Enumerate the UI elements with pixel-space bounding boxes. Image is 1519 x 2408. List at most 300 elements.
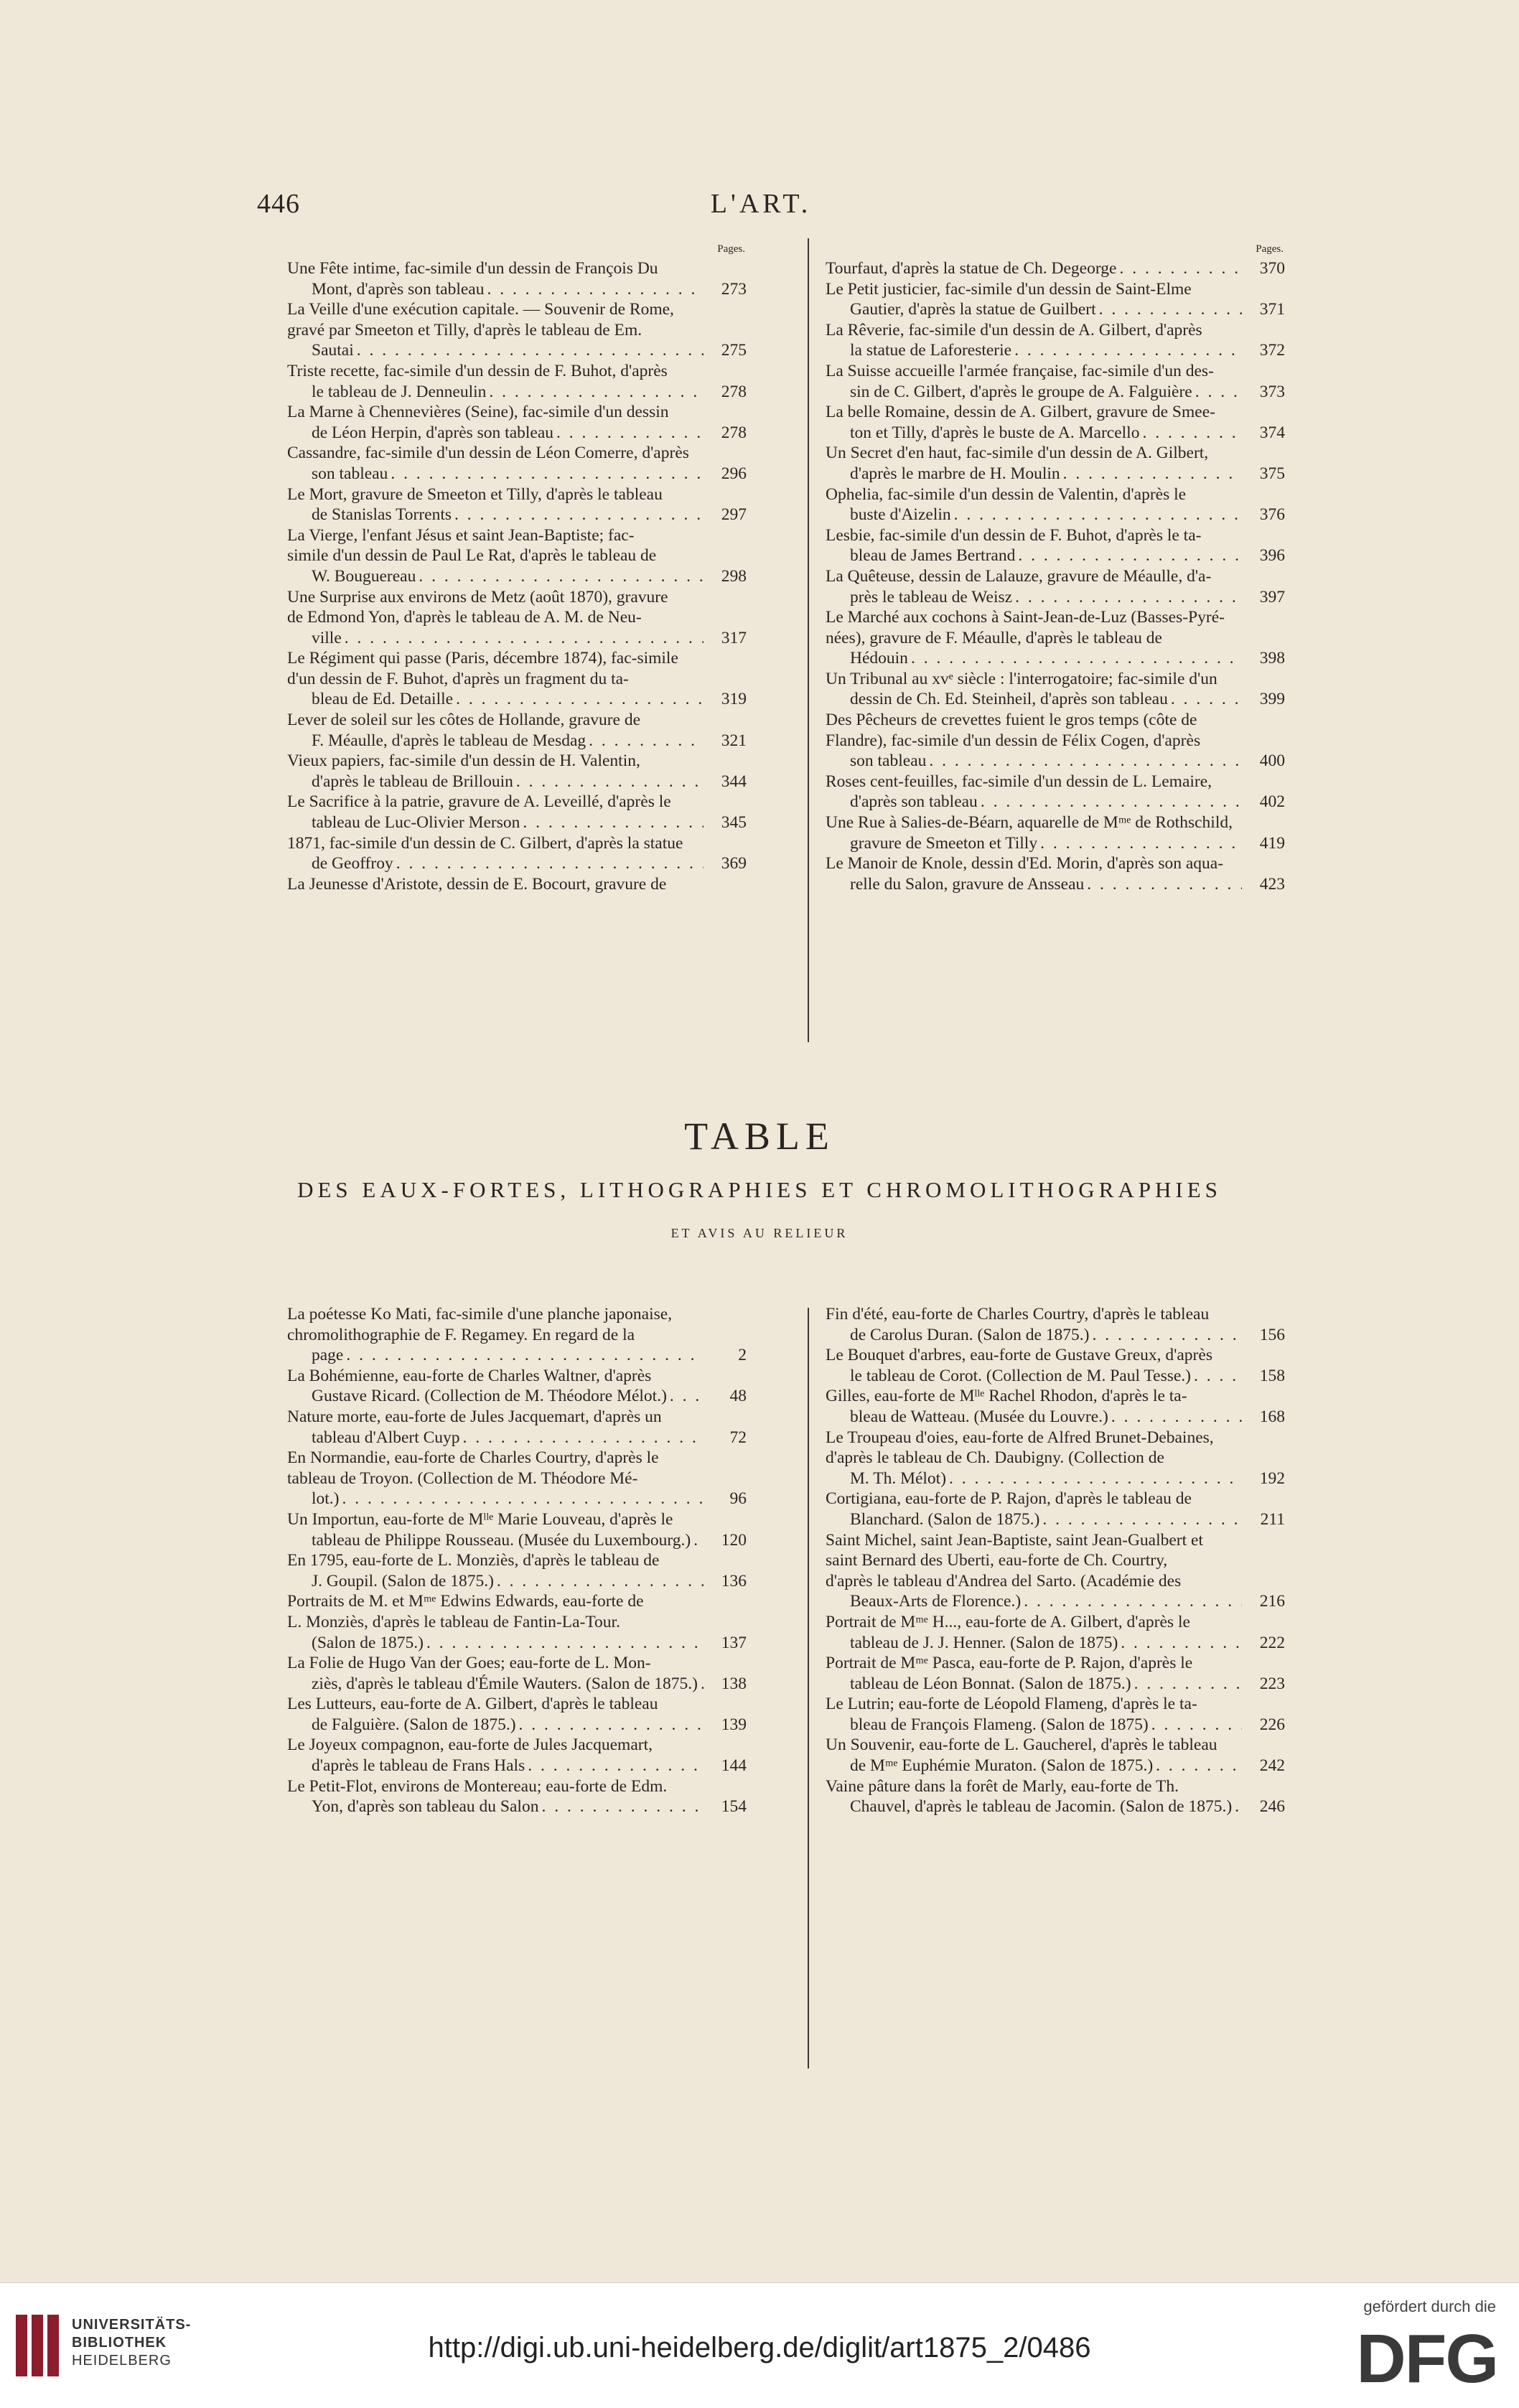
dot-leader [541, 1796, 704, 1817]
page-ref: 398 [1259, 649, 1285, 668]
page-ref: 216 [1259, 1592, 1285, 1611]
entry-line: Un Tribunal au xvᵉ siècle : l'interrogatoire; fac-simile d'un [826, 669, 1217, 688]
page-number: 446 [257, 189, 300, 219]
entry-line: Vieux papiers, fac-simile d'un dessin de H. Valentin, [287, 751, 640, 771]
dot-leader [1018, 545, 1242, 566]
entry-text: tableau de Philippe Rousseau. (Musée du Luxembourg.) [312, 1530, 691, 1550]
entry-last-line [826, 833, 1285, 854]
entry-last-line [287, 1428, 747, 1448]
entry-line: Cassandre, fac-simile d'un dessin de Léon Comerre, d'après [287, 444, 689, 463]
entry-last-line [287, 812, 747, 833]
entry-last-line [826, 505, 1285, 525]
dot-leader [693, 1530, 704, 1551]
entry-text: Gautier, d'après la statue de Guilbert [850, 300, 1096, 319]
footer-bar [0, 2282, 1519, 2408]
entry-text: bleau de Ed. Detaille [312, 690, 454, 709]
entry-line: Cortigiana, eau-forte de P. Rajon, d'après le tableau de [826, 1489, 1192, 1509]
index-entry [287, 648, 747, 710]
entry-last-line [287, 382, 747, 403]
page-ref: 156 [1259, 1325, 1285, 1344]
entry-line: Les Lutteurs, eau-forte de A. Gilbert, d'après le tableau [287, 1695, 658, 1714]
entry-line: chromolithographie de F. Regamey. En regard de la [287, 1325, 635, 1344]
dot-leader [1093, 1325, 1243, 1346]
entry-last-line [287, 505, 747, 525]
index-entry [826, 443, 1285, 484]
page-ref: 168 [1259, 1407, 1285, 1426]
entry-line: Gilles, eau-forte de Mˡˡᵉ Rachel Rhodon, d'après le ta- [826, 1387, 1187, 1406]
dot-leader [1195, 382, 1242, 403]
index-entry [287, 1591, 747, 1653]
dot-leader [497, 1571, 704, 1592]
entry-line: La poétesse Ko Mati, fac-simile d'une planche japonaise, [287, 1305, 673, 1324]
entry-line: La Jeunesse d'Aristote, dessin de E. Bocourt, gravure de [287, 874, 667, 894]
dot-leader [1087, 874, 1242, 895]
page-ref: 138 [721, 1674, 747, 1693]
entry-text: dessin de Ch. Ed. Steinheil, d'après son tableau [850, 690, 1168, 709]
entry-last-line [826, 464, 1285, 484]
index-entry [826, 1694, 1285, 1735]
index-entry [826, 361, 1285, 402]
entry-line: La Rêverie, fac-simile d'un dessin de A. Gilbert, d'après [826, 320, 1202, 339]
index-entry [826, 484, 1285, 525]
dot-leader [556, 423, 704, 444]
index-entry [287, 587, 747, 649]
index-entry [826, 1386, 1285, 1427]
entry-text: bleau de James Bertrand [850, 546, 1016, 566]
page-ref: 242 [1259, 1756, 1285, 1776]
table-title: TABLE [684, 1115, 835, 1158]
entry-line: Le Bouquet d'arbres, eau-forte de Gustave Greux, d'après [826, 1346, 1212, 1365]
entry-line: Le Petit justicier, fac-simile d'un dessin de Saint-Elme [826, 279, 1192, 299]
entry-text: de Geoffroy [312, 854, 393, 873]
dot-leader [489, 382, 704, 403]
entry-last-line [826, 545, 1285, 566]
entry-line: Saint Michel, saint Jean-Baptiste, saint Jean-Gualbert et [826, 1530, 1203, 1550]
entry-last-line [287, 340, 747, 361]
entry-last-line [287, 689, 747, 710]
page-header [237, 188, 1285, 231]
index-entry [826, 1612, 1285, 1653]
entry-line: nées), gravure de F. Méaulle, d'après le tableau de [826, 628, 1162, 647]
index-entry [287, 1366, 747, 1407]
index-entry [287, 1735, 747, 1776]
dot-leader [1142, 423, 1242, 444]
entry-line: Lesbie, fac-simile d'un dessin de F. Buhot, d'après le ta- [826, 525, 1202, 545]
entry-line: saint Bernard des Uberti, eau-forte de Ch. Courtry, [826, 1551, 1168, 1570]
dot-leader [1156, 1756, 1242, 1776]
entry-last-line [826, 792, 1285, 812]
entry-text: Beaux-Arts de Florence.) [850, 1592, 1022, 1611]
entry-last-line [826, 648, 1285, 669]
entry-line: Une Surprise aux environs de Metz (août 1870), gravure [287, 587, 668, 606]
page-ref: 397 [1259, 587, 1285, 606]
entry-last-line [287, 423, 747, 444]
entry-line: Le Marché aux cochons à Saint-Jean-de-Luz (Basses-Pyré- [826, 608, 1225, 627]
entry-text: près le tableau de Weisz [850, 587, 1013, 606]
entry-last-line [287, 853, 747, 874]
entry-text: tableau d'Albert Cuyp [312, 1428, 460, 1447]
dot-leader [1099, 299, 1242, 320]
entry-last-line [826, 299, 1285, 320]
page-ref: 371 [1259, 300, 1285, 319]
index-entry [826, 525, 1285, 566]
page-ref: 223 [1259, 1674, 1285, 1693]
index-entry [287, 710, 747, 751]
entry-text: Blanchard. (Salon de 1875.) [850, 1509, 1040, 1529]
entry-text: Hédouin [850, 649, 908, 668]
entry-line: L. Monziès, d'après le tableau de Fantin-La-Tour. [287, 1612, 620, 1631]
entry-line: La Suisse accueille l'armée française, fac-simile d'un des- [826, 361, 1214, 380]
index-entry [287, 1653, 747, 1694]
dot-leader [929, 751, 1242, 772]
page-ref: 376 [1259, 505, 1285, 525]
dot-leader [528, 1756, 704, 1776]
entry-text: sin de C. Gilbert, d'après le groupe de A. Falguière [850, 382, 1192, 401]
index-entry [826, 1735, 1285, 1776]
dot-leader [1121, 1633, 1242, 1654]
entry-last-line [287, 566, 747, 587]
page-ref: 158 [1259, 1366, 1285, 1385]
index-entry [826, 853, 1285, 894]
entry-line: En Normandie, eau-forte de Charles Courtry, d'après le [287, 1448, 659, 1468]
entry-last-line [826, 423, 1285, 444]
index-entry [826, 1304, 1285, 1345]
page-ref: 137 [721, 1633, 747, 1652]
entry-line: Ophelia, fac-simile d'un dessin de Valentin, d'après le [826, 484, 1187, 504]
entry-text: de Mᵐᵉ Euphémie Muraton. (Salon de 1875.) [850, 1756, 1154, 1776]
entry-last-line [287, 731, 747, 751]
index-entry [287, 792, 747, 833]
entry-text: M. Th. Mélot) [850, 1468, 947, 1488]
dot-leader [1063, 464, 1242, 484]
entry-text: Mont, d'après son tableau [312, 279, 485, 299]
page-ref: 344 [721, 772, 747, 791]
entry-last-line [826, 1796, 1285, 1817]
entry-last-line [826, 1407, 1285, 1428]
index-entry [287, 874, 747, 895]
pages-label: Pages. [1256, 243, 1284, 255]
entry-last-line [287, 1530, 747, 1551]
dot-leader [1151, 1715, 1242, 1735]
page-ref: 136 [721, 1571, 747, 1591]
index-entry [287, 1694, 747, 1735]
index-entry [826, 402, 1285, 443]
index-entry [287, 833, 747, 874]
page-ref: 120 [721, 1530, 747, 1550]
entry-text: ville [312, 628, 342, 647]
page-ref: 375 [1259, 464, 1285, 483]
page-ref: 154 [721, 1797, 747, 1817]
entry-line: Le Manoir de Knole, dessin d'Ed. Morin, d'après son aqua- [826, 854, 1224, 873]
entry-last-line [287, 1633, 747, 1654]
entry-line: d'après le tableau d'Andrea del Sarto. (Académie des [826, 1571, 1182, 1591]
page-ref: 192 [1259, 1468, 1285, 1488]
page-ref: 297 [721, 505, 747, 525]
entry-line: Flandre), fac-simile d'un dessin de Félix Cogen, d'après [826, 731, 1201, 750]
entry-line: Un Importun, eau-forte de Mˡˡᵉ Marie Louveau, d'après le [287, 1509, 673, 1529]
dot-leader [1235, 1796, 1242, 1817]
index-entry [287, 1509, 747, 1550]
entry-last-line [826, 1591, 1285, 1612]
index-column-right-1 [826, 241, 1285, 894]
entry-line: Le Sacrifice à la patrie, gravure de A. Leveillé, d'après le [287, 792, 671, 812]
entry-line: La Quêteuse, dessin de Lalauze, gravure de Méaulle, d'a- [826, 566, 1212, 586]
entry-text: le tableau de Corot. (Collection de M. Paul Tesse.) [850, 1366, 1191, 1385]
dot-leader [1194, 1366, 1242, 1387]
dot-leader [1015, 587, 1242, 608]
page-ref: 246 [1259, 1797, 1285, 1817]
entry-line: La Bohémienne, eau-forte de Charles Waltner, d'après [287, 1366, 652, 1385]
page-ref: 298 [721, 566, 747, 586]
entry-last-line [287, 1571, 747, 1592]
entry-line: Vaine pâture dans la forêt de Marly, eau-forte de Th. [826, 1776, 1179, 1796]
dot-leader [396, 853, 704, 874]
entry-text: page [312, 1346, 344, 1365]
index-entry [826, 669, 1285, 710]
entry-last-line [287, 1756, 747, 1776]
entry-line: Un Souvenir, eau-forte de L. Gaucherel, d'après le tableau [826, 1735, 1217, 1755]
index-entry [287, 484, 747, 525]
dot-leader [463, 1428, 704, 1448]
entry-last-line [826, 587, 1285, 608]
entry-text: tableau de Léon Bonnat. (Salon de 1875.) [850, 1674, 1131, 1693]
index-entry [287, 443, 747, 484]
entry-text: d'après son tableau [850, 792, 978, 812]
index-entry [826, 258, 1285, 279]
dot-leader [589, 731, 704, 751]
entry-last-line [826, 874, 1285, 895]
index-entry [826, 566, 1285, 607]
dot-leader [1134, 1674, 1242, 1695]
entry-text: buste d'Aizelin [850, 505, 951, 525]
entry-line: Lever de soleil sur les côtes de Hollande, gravure de [287, 711, 641, 730]
pages-label: Pages. [717, 243, 745, 255]
dot-leader [911, 648, 1242, 669]
entry-last-line [287, 1674, 747, 1695]
entry-last-line [287, 1345, 747, 1366]
index-entry [826, 607, 1285, 669]
dot-leader [949, 1468, 1242, 1489]
entry-last-line [287, 628, 747, 649]
entry-last-line [826, 258, 1285, 279]
dot-leader [454, 505, 704, 525]
entry-text: Chauvel, d'après le tableau de Jacomin. (Salon de 1875.) [850, 1797, 1233, 1817]
entry-text: bleau de François Flameng. (Salon de 1875) [850, 1715, 1149, 1734]
entry-last-line [826, 1366, 1285, 1387]
dot-leader [426, 1633, 704, 1654]
dot-leader [516, 772, 704, 792]
entry-text: de Léon Herpin, d'après son tableau [312, 423, 554, 442]
entry-text: tableau de Luc-Olivier Merson [312, 813, 520, 833]
page-ref: 402 [1259, 792, 1285, 812]
dot-leader [1119, 258, 1242, 279]
column-divider [808, 238, 809, 1042]
index-entry [826, 1489, 1285, 1529]
journal-title: L'ART. [710, 189, 812, 219]
dot-leader [346, 1345, 704, 1366]
page-ref: 226 [1259, 1715, 1285, 1734]
entry-line: Le Lutrin; eau-forte de Léopold Flameng, d'après le ta- [826, 1695, 1197, 1714]
entry-text: Sautai [312, 341, 354, 360]
entry-last-line [826, 1674, 1285, 1695]
page-ref: 396 [1259, 546, 1285, 566]
entry-last-line [826, 382, 1285, 403]
entry-text: tableau de J. J. Henner. (Salon de 1875) [850, 1633, 1118, 1652]
page-ref: 273 [721, 279, 747, 299]
entry-text: bleau de Watteau. (Musée du Louvre.) [850, 1407, 1108, 1426]
entry-line: d'un dessin de F. Buhot, d'après un fragment du ta- [287, 669, 629, 688]
entry-text: son tableau [312, 464, 388, 483]
entry-last-line [287, 464, 747, 484]
index-entry [287, 525, 747, 587]
index-entry [826, 1530, 1285, 1612]
index-column-right-2 [826, 1304, 1285, 1817]
page-ref: 321 [721, 731, 747, 750]
entry-last-line [287, 772, 747, 792]
entry-line: En 1795, eau-forte de L. Monziès, d'après le tableau de [287, 1551, 660, 1570]
entry-line: La Folie de Hugo Van der Goes; eau-forte de L. Mon- [287, 1654, 651, 1673]
page-ref: 370 [1259, 259, 1285, 278]
index-entry [287, 258, 747, 299]
page-ref: 222 [1259, 1633, 1285, 1652]
entry-line: d'après le tableau de Ch. Daubigny. (Collection de [826, 1448, 1164, 1468]
dfg-logo[interactable]: DFG [1356, 2320, 1497, 2397]
entry-line: Le Joyeux compagnon, eau-forte de Jules Jacquemart, [287, 1735, 653, 1755]
page-ref: 48 [729, 1387, 747, 1406]
entry-last-line [287, 1386, 747, 1407]
entry-last-line [826, 1468, 1285, 1489]
entry-line: Le Mort, gravure de Smeeton et Tilly, d'après le tableau [287, 484, 663, 504]
entry-line: Le Troupeau d'oies, eau-forte de Alfred Brunet-Debaines, [826, 1428, 1214, 1447]
page-ref: 139 [721, 1715, 747, 1734]
page-ref: 275 [721, 341, 747, 360]
dot-leader [357, 340, 704, 361]
index-entry [287, 1776, 747, 1817]
entry-last-line [826, 751, 1285, 772]
dot-leader [1024, 1591, 1242, 1612]
page-ref: 278 [721, 382, 747, 401]
page-ref: 399 [1259, 690, 1285, 709]
entry-line: 1871, fac-simile d'un dessin de C. Gilbert, d'après la statue [287, 833, 683, 853]
entry-line: Portrait de Mᵐᵉ Pasca, eau-forte de P. Rajon, d'après le [826, 1654, 1193, 1673]
index-entry [826, 279, 1285, 320]
index-entry [826, 1776, 1285, 1817]
page-ref: 369 [721, 854, 747, 873]
entry-text: Yon, d'après son tableau du Salon [312, 1797, 539, 1817]
entry-text: la statue de Laforesterie [850, 341, 1012, 360]
entry-text: gravure de Smeeton et Tilly [850, 833, 1038, 853]
dot-leader [670, 1386, 704, 1407]
dot-leader [487, 279, 704, 300]
dot-leader [701, 1674, 704, 1695]
page-ref: 319 [721, 690, 747, 709]
index-entry [287, 361, 747, 402]
dot-leader [1042, 1509, 1242, 1530]
entry-line: Le Petit-Flot, environs de Montereau; eau-forte de Edm. [287, 1776, 668, 1796]
dot-leader [523, 812, 704, 833]
entry-line: Une Rue à Salies-de-Béarn, aquarelle de Mᵐᵉ de Rothschild, [826, 813, 1233, 833]
dot-leader [981, 792, 1242, 812]
library-line-3: HEIDELBERG [72, 2353, 172, 2369]
page-ref: 296 [721, 464, 747, 483]
page-ref: 144 [721, 1756, 747, 1776]
entry-text: lot.) [312, 1489, 340, 1509]
dot-leader [954, 505, 1242, 525]
entry-last-line [287, 279, 747, 300]
dot-leader [345, 628, 704, 649]
index-entry [287, 1407, 747, 1448]
entry-line: Un Secret d'en haut, fac-simile d'un dessin de A. Gilbert, [826, 444, 1209, 463]
entry-text: Gustave Ricard. (Collection de M. Théodore Mélot.) [312, 1387, 667, 1406]
entry-text: de Stanislas Torrents [312, 505, 452, 525]
column-divider [808, 1308, 809, 2069]
entry-last-line [826, 1756, 1285, 1776]
entry-text: (Salon de 1875.) [312, 1633, 424, 1652]
entry-last-line [826, 1715, 1285, 1735]
page-ref: 96 [729, 1489, 747, 1509]
dot-leader [1040, 833, 1242, 854]
entry-last-line [826, 689, 1285, 710]
entry-line: Triste recette, fac-simile d'un dessin de F. Buhot, d'après [287, 361, 668, 380]
entry-last-line [287, 1796, 747, 1817]
index-entry [826, 1653, 1285, 1694]
page-ref: 419 [1259, 833, 1285, 853]
index-column-left-2 [287, 1304, 747, 1817]
dot-leader [456, 689, 704, 710]
library-line-1: UNIVERSITÄTS- [72, 2317, 192, 2333]
entry-text: d'après le tableau de Brillouin [312, 772, 513, 791]
entry-text: F. Méaulle, d'après le tableau de Mesdag [312, 731, 586, 750]
dot-leader [1014, 340, 1242, 361]
page-ref: 317 [721, 628, 747, 647]
table-subtitle: DES EAUX-FORTES, LITHOGRAPHIES ET CHROMOLITHOGRAPHIES [297, 1177, 1222, 1202]
entry-text: J. Goupil. (Salon de 1875.) [312, 1571, 494, 1591]
page-ref: 400 [1259, 751, 1285, 771]
entry-last-line [826, 1509, 1285, 1530]
entry-line: tableau de Troyon. (Collection de M. Théodore Mé- [287, 1468, 638, 1488]
document-url[interactable]: http://digi.ub.uni-heidelberg.de/diglit/art1875_2/0486 [428, 2332, 1091, 2364]
page-ref: 72 [729, 1428, 747, 1447]
index-entry [287, 1304, 747, 1366]
dot-leader [519, 1715, 704, 1735]
entry-line: Le Régiment qui passe (Paris, décembre 1874), fac-simile [287, 649, 678, 668]
entry-line: La belle Romaine, dessin de A. Gilbert, gravure de Smee- [826, 403, 1215, 422]
index-entry [826, 1345, 1285, 1386]
index-entry [826, 710, 1285, 772]
dfg-label: gefördert durch die [1363, 2297, 1496, 2315]
entry-text: Tourfaut, d'après la statue de Ch. Degeorge [826, 259, 1117, 278]
entry-text: son tableau [850, 751, 927, 771]
index-entry [287, 402, 747, 443]
page-ref: 374 [1259, 423, 1285, 442]
index-entry [826, 320, 1285, 361]
entry-line: La Veille d'une exécution capitale. — Souvenir de Rome, [287, 300, 674, 319]
entry-last-line [287, 1489, 747, 1509]
entry-text: W. Bouguereau [312, 566, 416, 586]
table-subtitle-2: ET AVIS AU RELIEUR [670, 1226, 849, 1240]
page-ref: 211 [1260, 1509, 1285, 1529]
page-ref: 278 [721, 423, 747, 442]
entry-line: La Vierge, l'enfant Jésus et saint Jean-Baptiste; fac- [287, 525, 635, 545]
dot-leader [342, 1489, 704, 1509]
entry-text: de Carolus Duran. (Salon de 1875.) [850, 1325, 1090, 1344]
entry-line: simile d'un dessin de Paul Le Rat, d'après le tableau de [287, 546, 657, 566]
index-column-left-1 [287, 241, 747, 894]
entry-line: Portraits de M. et Mᵐᵉ Edwins Edwards, eau-forte de [287, 1592, 644, 1611]
entry-text: d'après le marbre de H. Moulin [850, 464, 1060, 483]
dot-leader [1171, 689, 1242, 710]
entry-line: Fin d'été, eau-forte de Charles Courtry, d'après le tableau [826, 1305, 1210, 1324]
